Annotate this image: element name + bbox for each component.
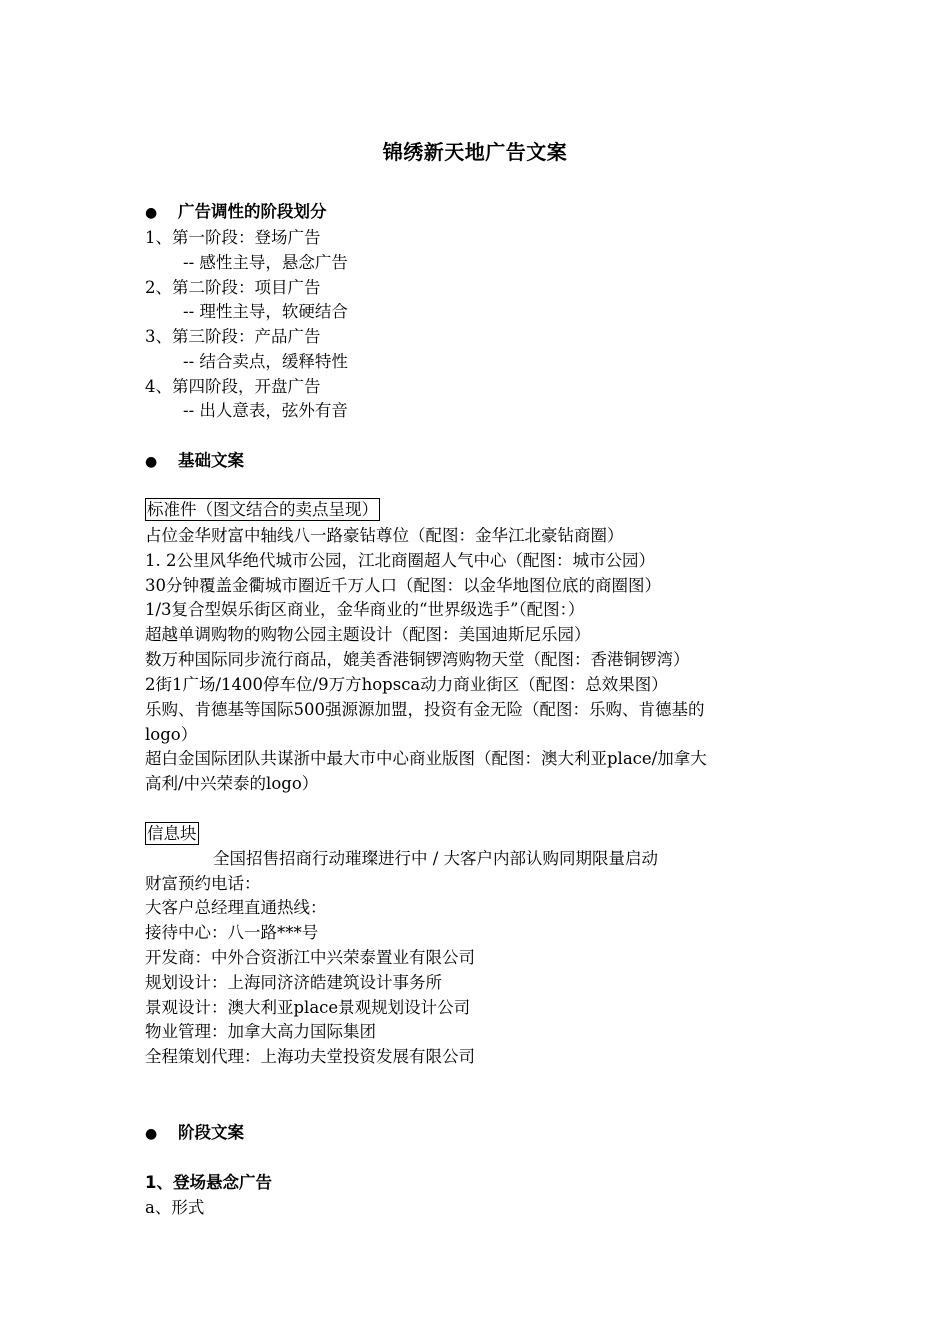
- selling-point-line: 数万种国际同步流行商品，媲美香港铜锣湾购物天堂（配图：香港铜锣湾）: [145, 650, 690, 669]
- section-heading-text: 阶段文案: [178, 1123, 244, 1142]
- stage-item: 2、第二阶段：项目广告: [145, 278, 321, 297]
- section-heading-basic-copy: [145, 449, 244, 474]
- info-line: 大客户总经理直通热线：: [145, 898, 327, 917]
- stage-subitem: -- 理性主导，软硬结合: [183, 302, 348, 321]
- info-label-line: [145, 822, 199, 846]
- info-line: 财富预约电话：: [145, 874, 261, 893]
- selling-point-line: 超越单调购物的购物公园主题设计（配图：美国迪斯尼乐园）: [145, 625, 591, 644]
- section-heading-stage-copy: [145, 1121, 244, 1146]
- standard-label-line: [145, 498, 380, 522]
- stage-item: 1、第一阶段：登场广告: [145, 228, 321, 247]
- selling-point-line: 1. 2公里风华绝代城市公园，江北商圈超人气中心（配图：城市公园）: [145, 551, 655, 570]
- selling-point-line: 高利/中兴荣泰的logo）: [145, 774, 319, 793]
- bullet-icon: ●: [145, 205, 158, 221]
- info-line: 规划设计：上海同济济皓建筑设计事务所: [145, 973, 442, 992]
- bullet-icon: ●: [145, 1126, 158, 1142]
- info-line: 全程策划代理：上海功夫堂投资发展有限公司: [145, 1047, 475, 1066]
- info-slogan: 全国招售招商行动璀璨进行中 / 大客户内部认购同期限量启动: [213, 849, 659, 868]
- info-line: 景观设计：澳大利亚place景观规划设计公司: [145, 998, 471, 1017]
- document-title: 锦绣新天地广告文案: [382, 140, 568, 164]
- section-heading-text: 广告调性的阶段划分: [178, 202, 327, 221]
- info-line: 物业管理：加拿大高力国际集团: [145, 1022, 376, 1041]
- standard-label-box: 标准件（图文结合的卖点呈现）: [147, 500, 378, 519]
- stage-item: 3、第三阶段：产品广告: [145, 327, 321, 346]
- stage-item: 4、第四阶段，开盘广告: [145, 377, 321, 396]
- stage-subitem: -- 出人意表，弦外有音: [183, 401, 348, 420]
- stage-subitem: -- 结合卖点，缓释特性: [183, 352, 348, 371]
- selling-point-line: 超白金国际团队共谋浙中最大市中心商业版图（配图：澳大利亚place/加拿大: [145, 749, 707, 768]
- subsection-heading: 1、登场悬念广告: [145, 1173, 272, 1192]
- bullet-icon: ●: [145, 454, 158, 470]
- info-line: 接待中心：八一路***号: [145, 923, 319, 942]
- selling-point-line: logo）: [145, 725, 198, 744]
- info-line: 开发商：中外合资浙江中兴荣泰置业有限公司: [145, 948, 475, 967]
- selling-point-line: 1/3复合型娱乐街区商业，金华商业的“世界级选手”（配图：）: [145, 600, 585, 619]
- section-heading-stages: [145, 200, 327, 225]
- subsection-item: a、形式: [145, 1198, 205, 1217]
- info-label-box: 信息块: [147, 824, 197, 843]
- selling-point-line: 占位金华财富中轴线八一路豪钻尊位（配图：金华江北豪钻商圈）: [145, 526, 624, 545]
- selling-point-line: 2街1广场/1400停车位/9万方hopsca动力商业街区（配图：总效果图）: [145, 675, 668, 694]
- section-heading-text: 基础文案: [178, 451, 244, 470]
- stage-subitem: -- 感性主导，悬念广告: [183, 253, 348, 272]
- selling-point-line: 乐购、肯德基等国际500强源源加盟，投资有金无险（配图：乐购、肯德基的: [145, 700, 705, 719]
- selling-point-line: 30分钟覆盖金衢城市圈近千万人口（配图：以金华地图位底的商圈图）: [145, 576, 661, 595]
